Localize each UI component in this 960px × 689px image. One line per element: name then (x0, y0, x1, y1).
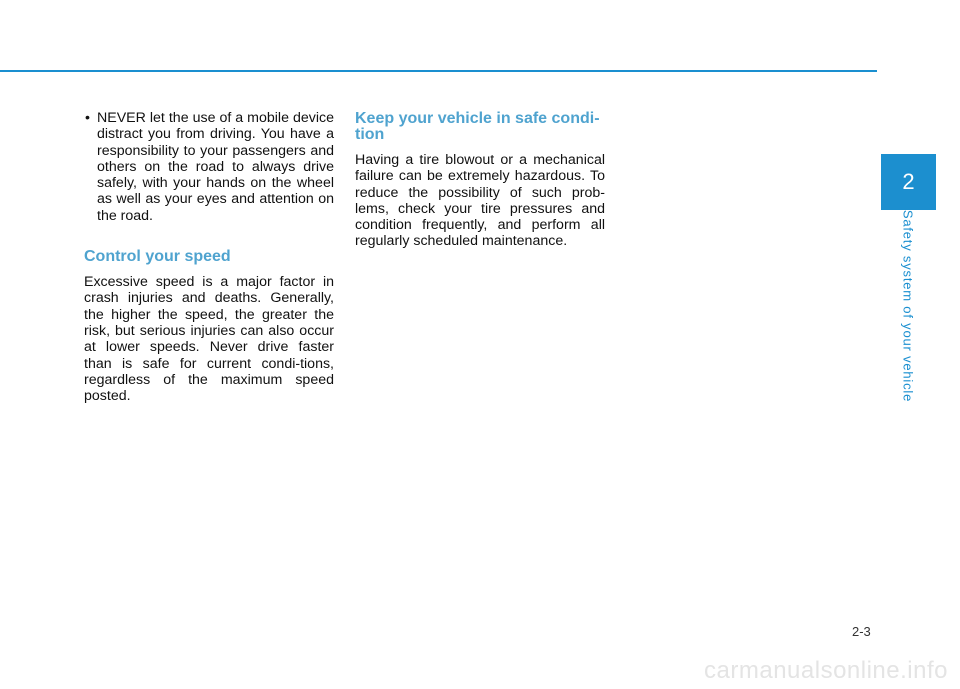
chapter-number-tab: 2 (881, 154, 936, 210)
right-column (355, 108, 605, 250)
page-number: 2-3 (852, 624, 871, 639)
bullet-dot-icon: • (85, 110, 90, 126)
watermark-text: carmanualsonline.info (704, 657, 948, 684)
section-heading-control-speed: Control your speed (84, 248, 231, 266)
chapter-title-label: Safety system of your vehicle (900, 209, 916, 403)
header-divider-line (0, 70, 877, 72)
bullet-text: NEVER let the use of a mobile device distract you from driving. You have a responsibility to your passengers and others on the road to always drive safely, with your hands on the wheel as well as your eyes and attention on the road. (97, 110, 334, 224)
section-body-safe-condition: Having a tire blowout or a mechanical failure can be extremely hazardous. To reduce the possibility of such prob-lems, check your tire pressures and condition frequently, and perform all regularly scheduled maintenance. (355, 152, 605, 250)
bullet-item (84, 110, 334, 224)
left-column (84, 108, 334, 404)
section-heading-safe-condition: Keep your vehicle in safe condi-tion (355, 110, 600, 143)
section-body-control-speed: Excessive speed is a major factor in crash injuries and deaths. Generally, the higher the speed, the greater the risk, but serious injuries can also occur at lower speeds. Never drive faster than is safe for current condi-tions, regardless of the maximum speed posted. (84, 274, 334, 405)
